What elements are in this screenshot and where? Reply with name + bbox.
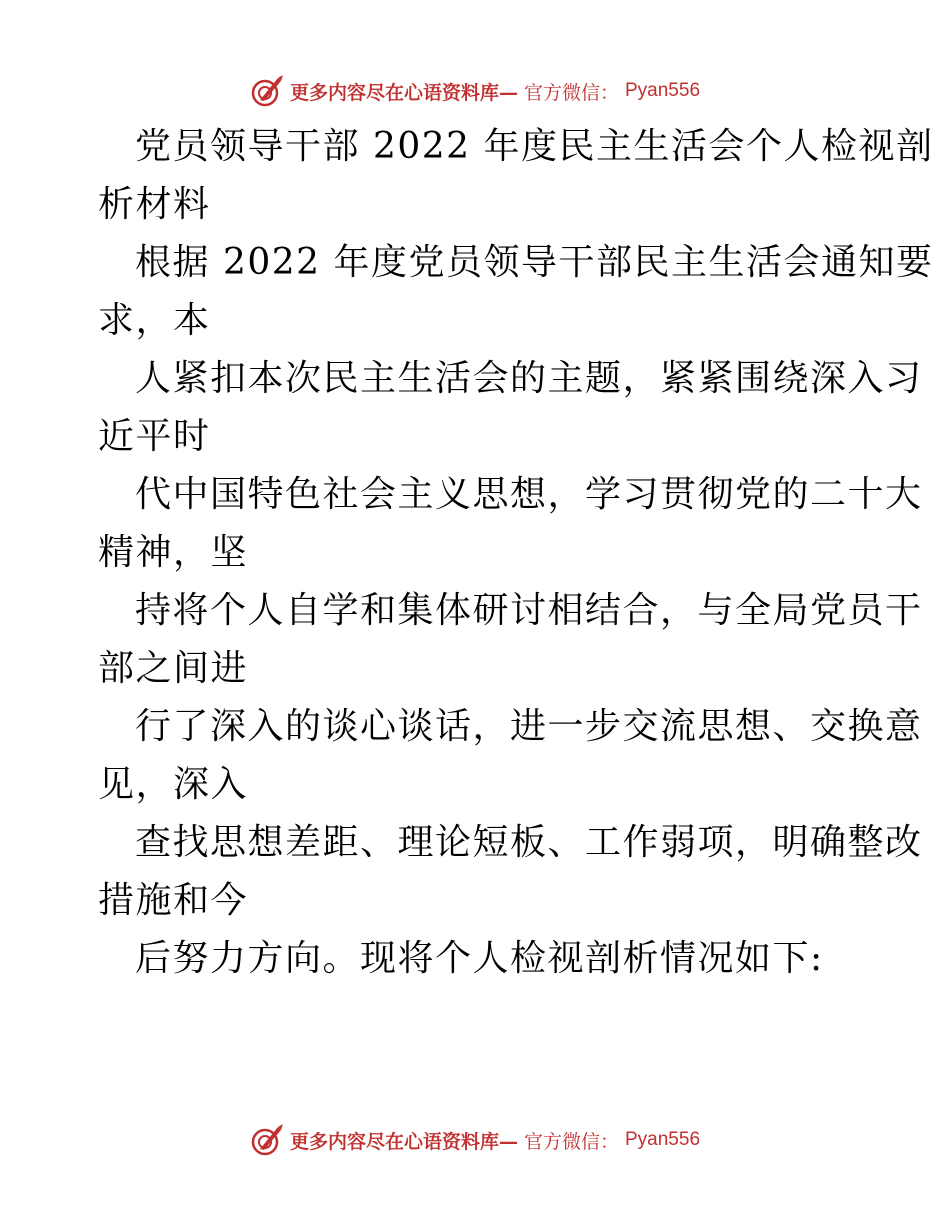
footer-banner bbox=[0, 1120, 950, 1160]
quill-logo-icon bbox=[250, 1123, 284, 1157]
document-body bbox=[98, 118, 934, 988]
text-line: 行了深入的谈心谈话，进一步交流思想、交换意 bbox=[135, 706, 923, 747]
text-line: 人紧扣本次民主生活会的主题，紧紧围绕深入习 bbox=[135, 358, 923, 399]
text-line: 根据 2022 年度党员领导干部民主生活会通知要 bbox=[135, 242, 934, 283]
text-line: 查找思想差距、理论短板、工作弱项，明确整改 bbox=[135, 822, 923, 863]
text-line: 措施和今 bbox=[98, 880, 249, 921]
banner-title: 更多内容尽在心语资料库— bbox=[289, 81, 518, 104]
wechat-id: Pyan556 bbox=[625, 80, 701, 101]
text-line: 党员领导干部 2022 年度民主生活会个人检视剖 bbox=[135, 126, 934, 167]
banner-title: 更多内容尽在心语资料库— bbox=[289, 1130, 518, 1153]
text-line: 求，本 bbox=[98, 300, 211, 341]
text-line: 部之间进 bbox=[98, 648, 249, 689]
text-line: 近平时 bbox=[98, 416, 211, 457]
text-line: 见，深入 bbox=[98, 764, 249, 805]
wechat-label: 官方微信： bbox=[523, 81, 619, 104]
text-line: 代中国特色社会主义思想，学习贯彻党的二十大 bbox=[135, 474, 923, 515]
text-line: 持将个人自学和集体研讨相结合，与全局党员干 bbox=[135, 590, 923, 631]
text-line: 析材料 bbox=[98, 184, 211, 225]
text-line: 精神，坚 bbox=[98, 532, 249, 573]
text-line: 后努力方向。现将个人检视剖析情况如下: bbox=[135, 938, 824, 979]
wechat-id: Pyan556 bbox=[625, 1129, 701, 1150]
quill-logo-icon bbox=[250, 74, 284, 108]
wechat-label: 官方微信： bbox=[523, 1130, 619, 1153]
header-banner bbox=[0, 71, 950, 111]
